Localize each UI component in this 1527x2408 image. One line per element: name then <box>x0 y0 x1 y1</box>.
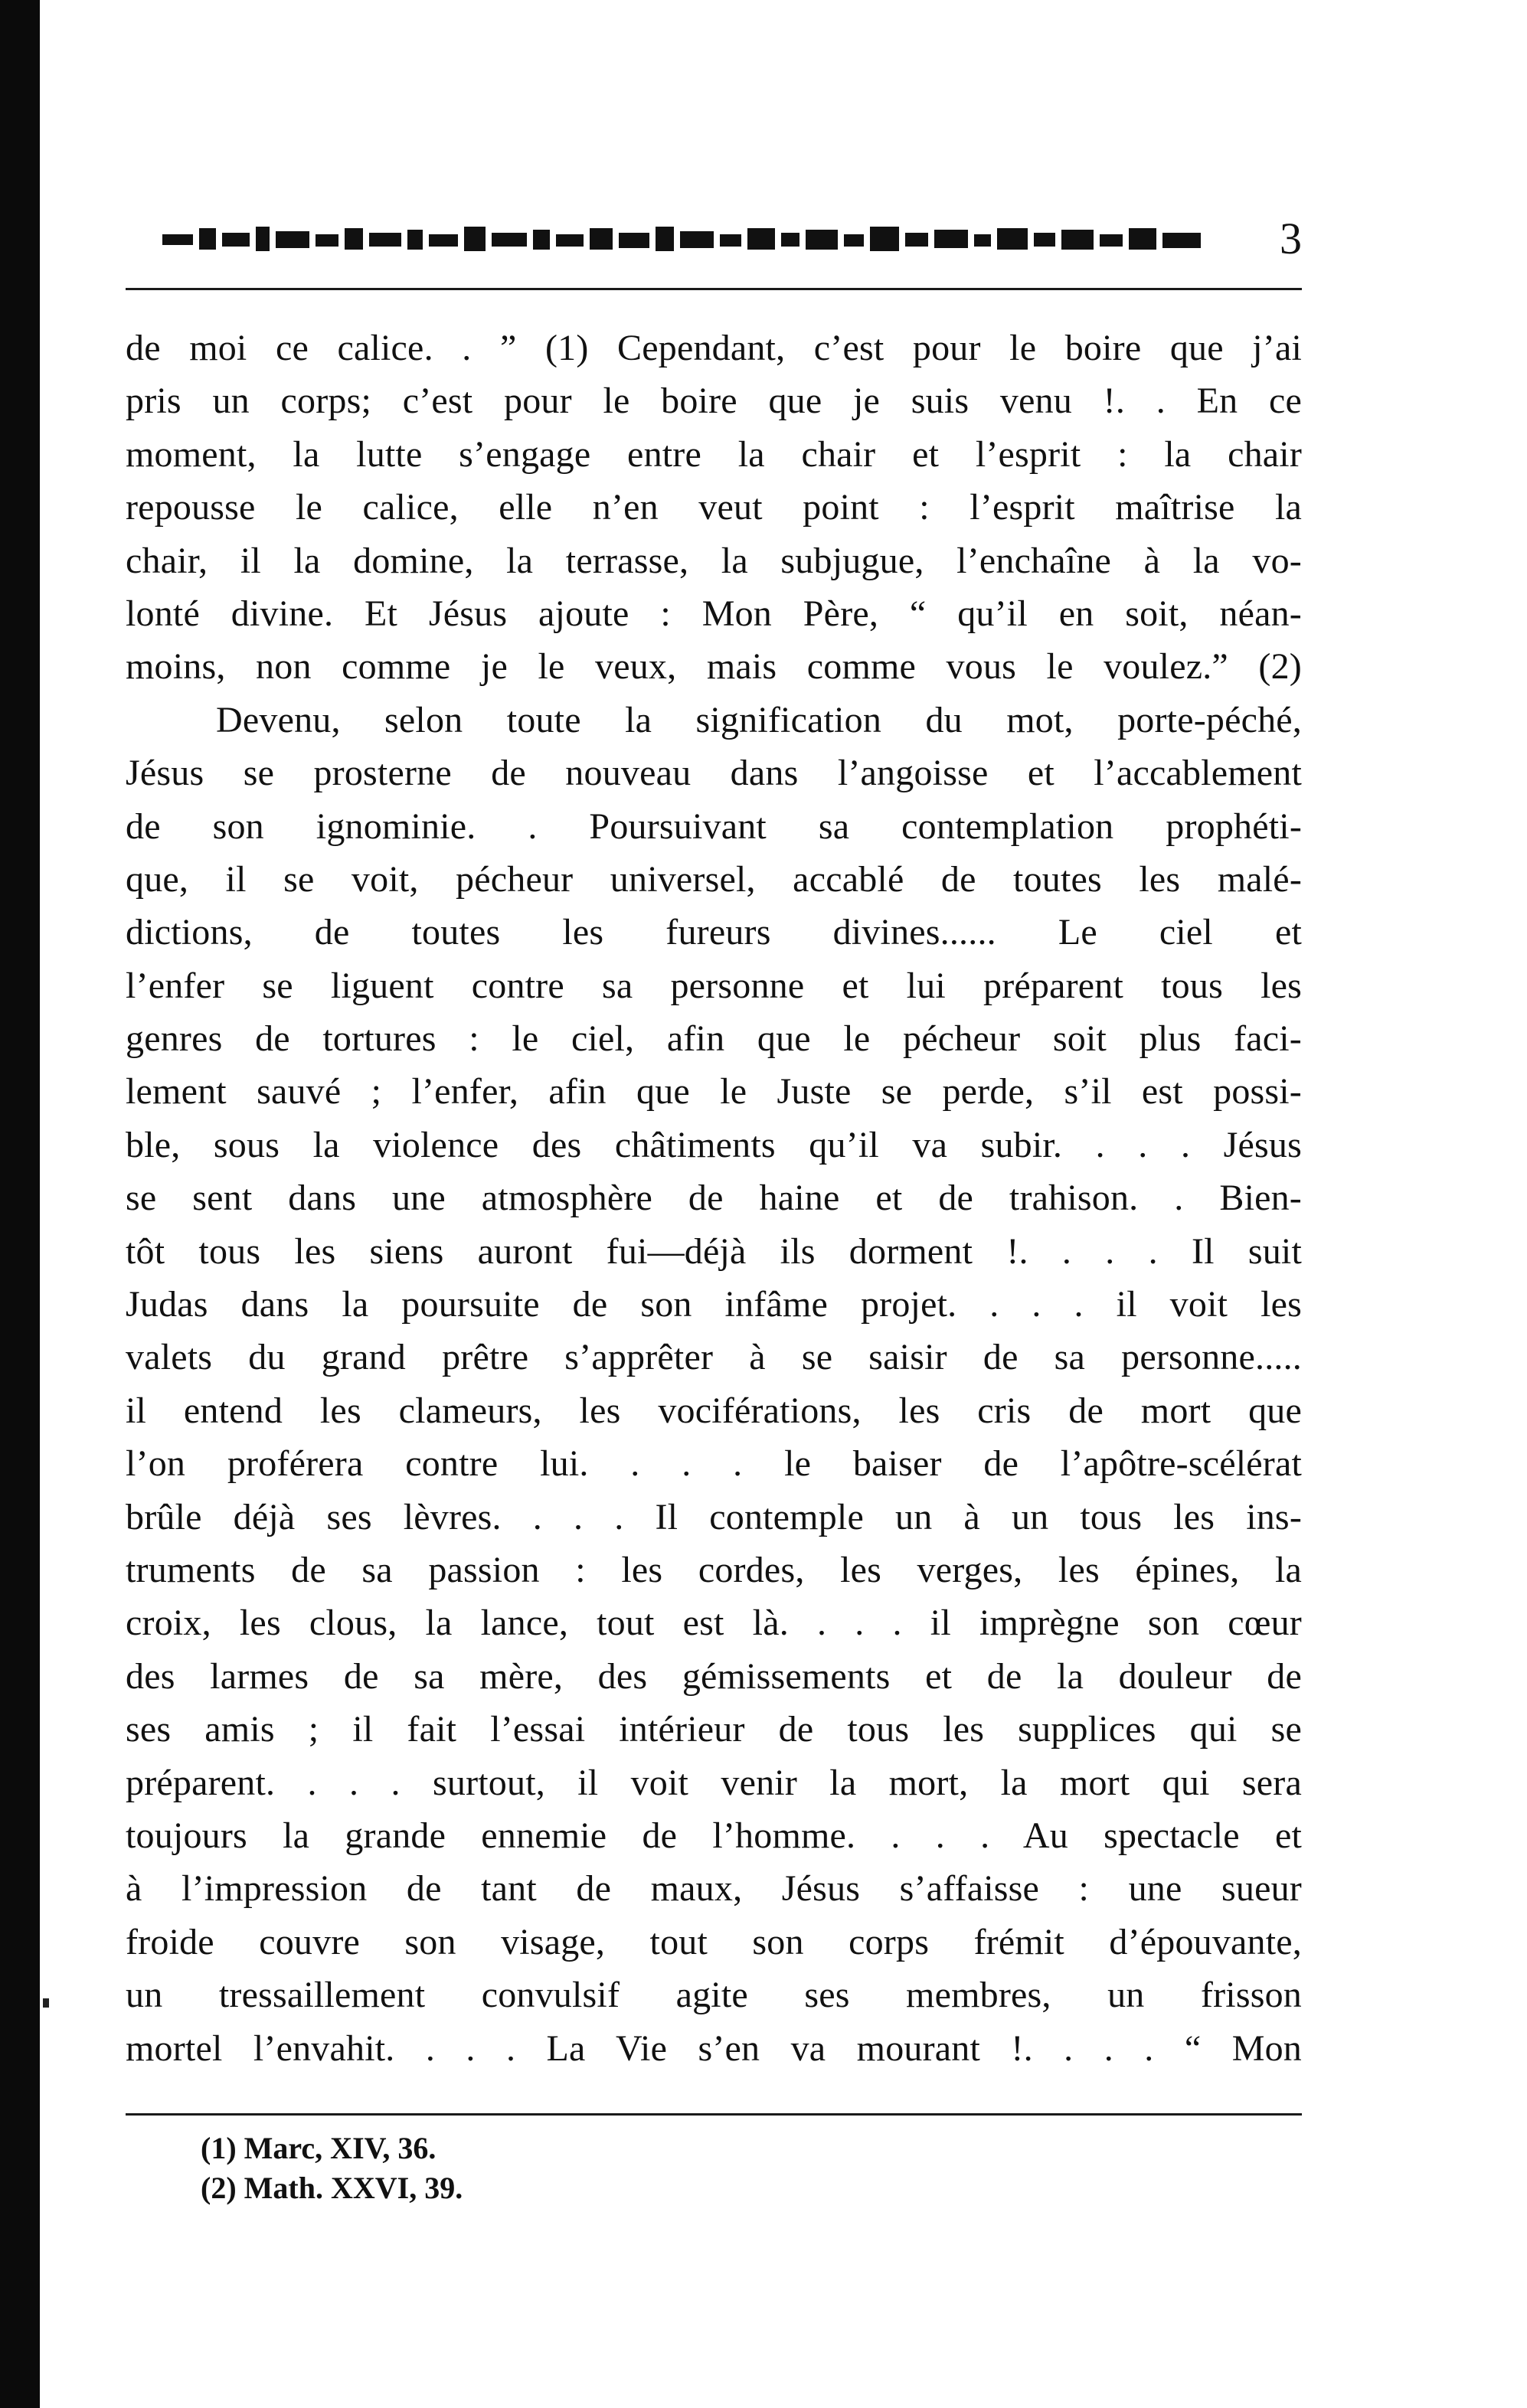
text-line: se sent dans une atmosphère de haine et de trahison. . Bien- <box>126 1178 1302 1219</box>
text-line: croix, les clous, la lance, tout est là. . . . il imprègne son cœur <box>126 1603 1302 1644</box>
text-line: l’on proférera contre lui. . . . le baiser de l’apôtre-scélérat <box>126 1443 1302 1485</box>
scan-edge-bar <box>0 0 40 2408</box>
footnote-1: (1) Marc, XIV, 36. <box>201 2131 437 2165</box>
text-line: genres de tortures : le ciel, afin que le pécheur soit plus faci- <box>126 1018 1302 1060</box>
text-line: lement sauvé ; l’enfer, afin que le Juste se perde, s’il est possi- <box>126 1071 1302 1113</box>
footnote-rule <box>126 2113 1302 2116</box>
text-line: mortel l’envahit. . . . La Vie s’en va mourant !. . . . “ Mon <box>126 2027 1302 2069</box>
text-line: il entend les clameurs, les vociférations, les cris de mort que <box>126 1390 1302 1431</box>
text-line: tôt tous les siens auront fui—déjà ils dorment !. . . . Il suit <box>126 1230 1302 1272</box>
text-line: brûle déjà ses lèvres. . . . Il contemple un à un tous les ins- <box>126 1496 1302 1537</box>
text-line: lonté divine. Et Jésus ajoute : Mon Père, “ qu’il en soit, néan- <box>126 593 1302 634</box>
text-line: Jésus se prosterne de nouveau dans l’angoisse et l’accablement <box>126 753 1302 794</box>
text-line: toujours la grande ennemie de l’homme. . . . Au spectacle et <box>126 1815 1302 1856</box>
header-rule <box>126 288 1302 290</box>
text-line: l’enfer se liguent contre sa personne et lui préparent tous les <box>126 965 1302 1006</box>
text-line: valets du grand prêtre s’apprêter à se saisir de sa personne..... <box>126 1337 1302 1378</box>
text-line: préparent. . . . surtout, il voit venir la mort, la mort qui sera <box>126 1762 1302 1803</box>
text-line: ble, sous la violence des châtiments qu’il va subir. . . . Jésus <box>126 1124 1302 1165</box>
text-line: chair, il la domine, la terrasse, la subjugue, l’enchaîne à la vo- <box>126 540 1302 581</box>
text-line: que, il se voit, pécheur universel, accablé de toutes les malé- <box>126 858 1302 900</box>
text-line: ses amis ; il fait l’essai intérieur de tous les supplices qui se <box>126 1709 1302 1750</box>
page-number: 3 <box>1280 214 1302 263</box>
text-line: dictions, de toutes les fureurs divines...... Le ciel et <box>126 912 1302 953</box>
text-line: moment, la lutte s’engage entre la chair et l’esprit : la chair <box>126 433 1302 475</box>
running-head <box>126 216 1302 262</box>
footnote-2: (2) Math. XXVI, 39. <box>201 2171 463 2205</box>
body-text <box>126 322 1302 2075</box>
text-line: de son ignominie. . Poursuivant sa contemplation prophéti- <box>126 805 1302 847</box>
text-line: repousse le calice, elle n’en veut point : l’esprit maîtrise la <box>126 487 1302 528</box>
text-line: à l’impression de tant de maux, Jésus s’affaisse : une sueur <box>126 1868 1302 1910</box>
ornamental-running-head <box>162 224 1204 254</box>
text-line: des larmes de sa mère, des gémissements et de la douleur de <box>126 1655 1302 1697</box>
scan-edge-mark <box>43 1998 49 2008</box>
text-line: moins, non comme je le veux, mais comme vous le voulez.” (2) <box>126 646 1302 688</box>
text-line-paragraph-start: Devenu, selon toute la signification du mot, porte-péché, <box>216 699 1302 740</box>
text-line: froide couvre son visage, tout son corps frémit d’épouvante, <box>126 1921 1302 1962</box>
text-line: un tressaillement convulsif agite ses membres, un frisson <box>126 1975 1302 2016</box>
text-line: de moi ce calice. . ” (1) Cependant, c’est pour le boire que j’ai <box>126 328 1302 368</box>
footnotes <box>201 2129 463 2208</box>
text-line: pris un corps; c’est pour le boire que je suis venu !. . En ce <box>126 381 1302 422</box>
text-line: Judas dans la poursuite de son infâme projet. . . . il voit les <box>126 1284 1302 1325</box>
text-line: truments de sa passion : les cordes, les verges, les épines, la <box>126 1549 1302 1590</box>
